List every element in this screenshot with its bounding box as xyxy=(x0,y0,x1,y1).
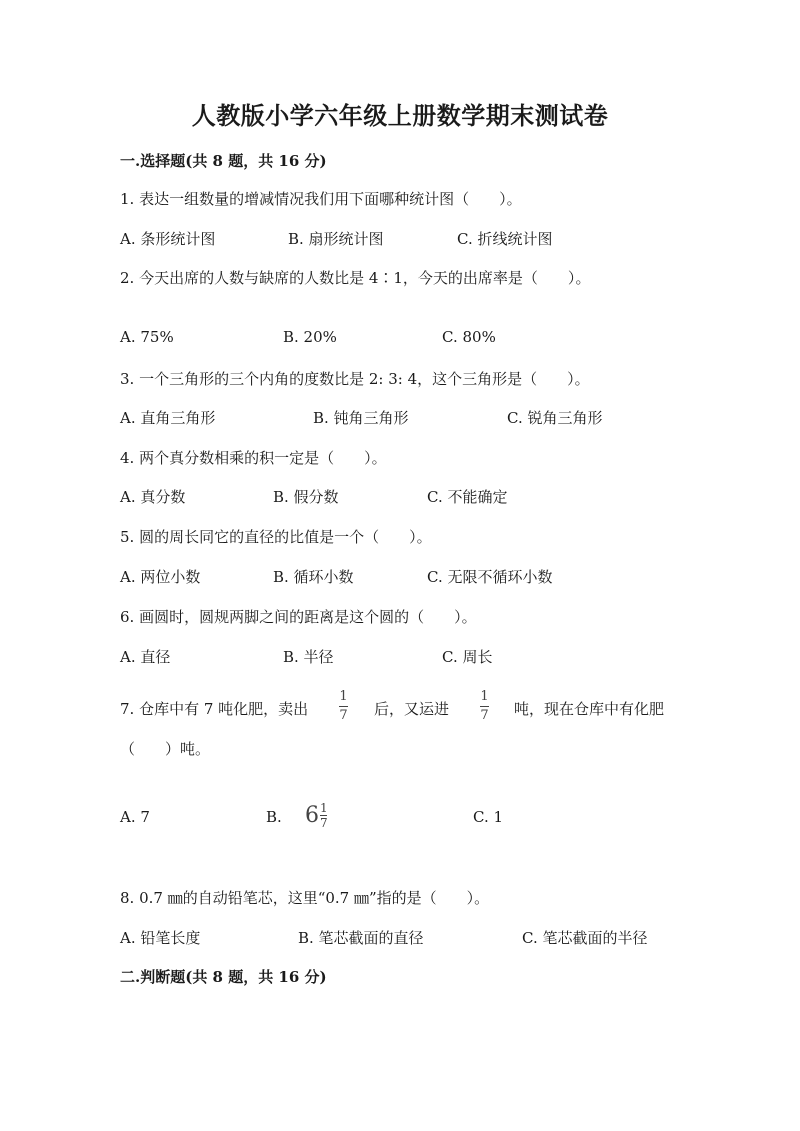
question-4-option-a: A. 真分数 xyxy=(120,488,186,506)
question-6-option-a: A. 直径 xyxy=(120,648,171,666)
question-3-text: 3. 一个三角形的三个内角的度数比是 2: 3: 4，这个三角形是（ ）。 xyxy=(120,370,590,388)
question-6-option-b: B. 半径 xyxy=(283,648,334,666)
question-8-text: 8. 0.7 ㎜的自动铅笔芯，这里“0.7 ㎜”指的是（ ）。 xyxy=(120,889,490,907)
question-8-option-a: A. 铅笔长度 xyxy=(120,929,201,947)
question-2-option-c: C. 80% xyxy=(442,328,496,346)
question-7-line-2: （ ）吨。 xyxy=(120,740,211,758)
question-4-option-c: C. 不能确定 xyxy=(427,488,508,506)
fraction-bar xyxy=(480,706,489,707)
question-7-fraction-sold xyxy=(339,690,348,723)
question-5-option-a: A. 两位小数 xyxy=(120,568,201,586)
question-7-part-1: 7. 仓库中有 7 吨化肥，卖出 xyxy=(120,700,309,718)
question-8-option-c: C. 笔芯截面的半径 xyxy=(522,929,648,947)
question-7-option-a: A. 7 xyxy=(120,808,150,826)
question-7-option-c: C. 1 xyxy=(473,808,504,826)
question-5-text: 5. 圆的周长同它的直径的比值是一个（ ）。 xyxy=(120,528,432,546)
question-2-option-a: A. 75% xyxy=(120,328,174,346)
question-7-part-2: 后，又运进 xyxy=(374,700,450,718)
fraction-numerator: 1 xyxy=(339,689,348,704)
question-7-part-3: 吨，现在仓库中有化肥 xyxy=(514,700,665,718)
question-3-option-b: B. 钝角三角形 xyxy=(313,409,409,427)
fraction-denominator: 7 xyxy=(339,708,348,723)
question-6-text: 6. 画圆时，圆规两脚之间的距离是这个圆的（ ）。 xyxy=(120,608,477,626)
question-8-option-b: B. 笔芯截面的直径 xyxy=(298,929,424,947)
question-3-option-c: C. 锐角三角形 xyxy=(507,409,603,427)
question-1-option-a: A. 条形统计图 xyxy=(120,230,216,248)
fraction-numerator: 1 xyxy=(480,689,489,704)
page-title: 人教版小学六年级上册数学期末测试卷 xyxy=(191,101,609,130)
fraction-denominator: 7 xyxy=(320,816,328,830)
question-7-fraction-added xyxy=(480,690,489,723)
question-4-text: 4. 两个真分数相乘的积一定是（ ）。 xyxy=(120,449,387,467)
question-3-option-a: A. 直角三角形 xyxy=(120,409,216,427)
fraction-numerator: 1 xyxy=(320,801,328,815)
question-7-option-b-label: B. xyxy=(266,808,282,826)
question-2-text: 2. 今天出席的人数与缺席的人数比是 4∶1，今天的出席率是（ ）。 xyxy=(120,269,591,287)
fraction-denominator: 7 xyxy=(480,708,489,723)
mixed-number-whole: 6 xyxy=(305,803,319,828)
section-heading-choice: 一.选择题(共 8 题，共 16 分) xyxy=(120,152,327,170)
question-5-option-c: C. 无限不循环小数 xyxy=(427,568,553,586)
fraction-bar xyxy=(339,706,348,707)
mixed-number-fraction xyxy=(320,802,328,829)
question-4-option-b: B. 假分数 xyxy=(273,488,339,506)
question-7-option-b-mixed-number xyxy=(305,802,328,829)
section-heading-true-false: 二.判断题(共 8 题，共 16 分) xyxy=(120,968,327,986)
question-6-option-c: C. 周长 xyxy=(442,648,493,666)
question-1-option-b: B. 扇形统计图 xyxy=(288,230,384,248)
question-1-text: 1. 表达一组数量的增减情况我们用下面哪种统计图（ ）。 xyxy=(120,190,522,208)
question-2-option-b: B. 20% xyxy=(283,328,337,346)
question-1-option-c: C. 折线统计图 xyxy=(457,230,553,248)
question-5-option-b: B. 循环小数 xyxy=(273,568,354,586)
